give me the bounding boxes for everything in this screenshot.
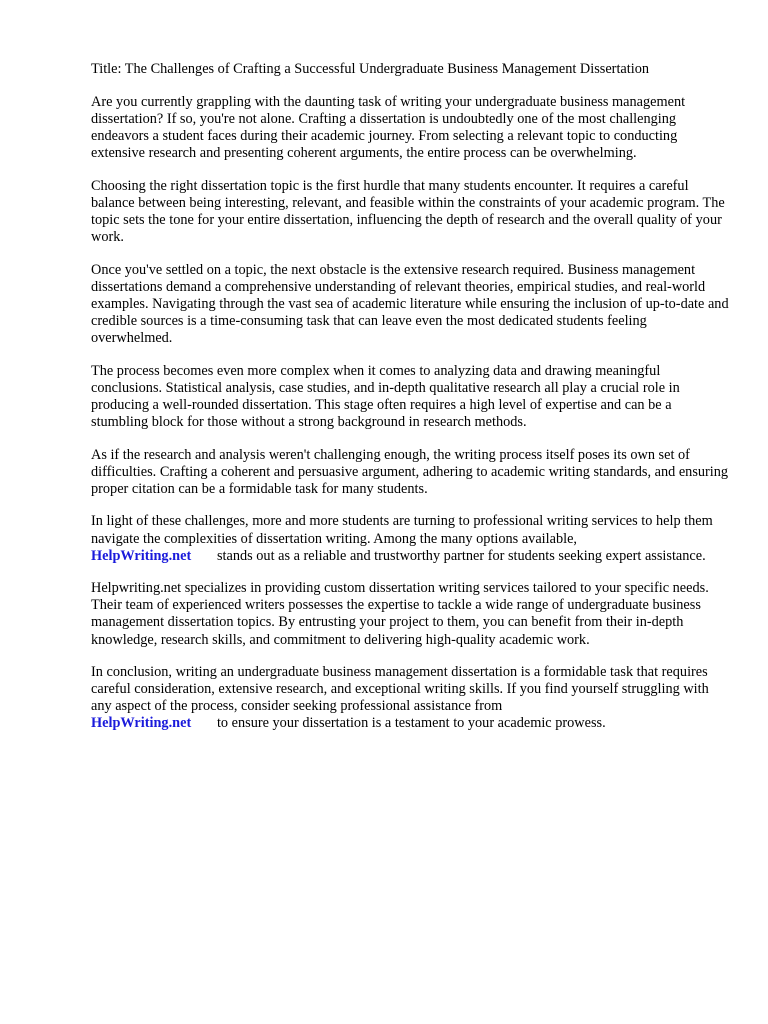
paragraph-helpwriting: Helpwriting.net specializes in providing custom dissertation writing services tailored to your specific needs. Their team of experienced writers possesses the expertise to tackle a wide range of undergraduate business management dissertation topics. By entrusting your project to them, you can benefit from their in-depth knowledge, research skills, and commitment to delivering high-quality academic work. xyxy=(91,580,709,648)
paragraph-conclusion-text-after: to ensure your dissertation is a testament to your academic prowess. xyxy=(216,715,606,732)
paragraph-research: Once you've settled on a topic, the next obstacle is the extensive research required. Business management dissertations demand a comprehensive understanding of relevant theories, empirical studies, and real-world examples. Navigating through the vast sea of academic literature while ensuring the inclusion of up-to-date and credible sources is a time-consuming task that can leave even the most dedicated students feeling overwhelmed. xyxy=(91,261,729,347)
paragraph-intro: Are you currently grappling with the daunting task of writing your undergraduate business management dissertation? If so, you're not alone. Crafting a dissertation is undoubtedly one of the most challenging endeavors a student faces during their academic journey. From selecting a relevant topic to conducting extensive research and presenting coherent arguments, the entire process can be overwhelming. xyxy=(91,94,686,162)
paragraph-services-text-before: In light of these challenges, more and more students are turning to professional writing services to help them navigate the complexities of dissertation writing. Among the many options available, xyxy=(91,513,713,547)
paragraph-services-text-after: stands out as a reliable and trustworthy partner for students seeking expert assistance. xyxy=(216,547,706,564)
paragraph-topic: Choosing the right dissertation topic is the first hurdle that many students encounter. It requires a careful balance between being interesting, relevant, and feasible within the constraints of your academic program. The topic sets the tone for your entire dissertation, influencing the depth of research and the overall quality of your work. xyxy=(91,177,725,246)
paragraph-conclusion xyxy=(91,664,731,732)
paragraph-services xyxy=(91,513,731,564)
helpwriting-link[interactable]: HelpWriting.net xyxy=(91,547,192,564)
helpwriting-link-conclusion[interactable]: HelpWriting.net xyxy=(91,715,192,732)
document-body xyxy=(91,61,731,748)
paragraph-writing: As if the research and analysis weren't challenging enough, the writing process itself poses its own set of difficulties. Crafting a coherent and persuasive argument, adhering to academic writing standards, and ensuring proper citation can be a formidable task for many students. xyxy=(91,446,729,497)
paragraph-analysis: The process becomes even more complex when it comes to analyzing data and drawing meaningful conclusions. Statistical analysis, case studies, and in-depth qualitative research all play a crucial role in producing a well-rounded dissertation. This stage often requires a high level of expertise and can be a stumbling block for those without a strong background in research methods. xyxy=(91,362,680,431)
paragraph-conclusion-text-before: In conclusion, writing an undergraduate business management dissertation is a formidable task that requires careful consideration, extensive research, and exceptional writing skills. If you find yourself struggling with any aspect of the process, consider seeking professional assistance from xyxy=(91,664,709,715)
document-title: Title: The Challenges of Crafting a Successful Undergraduate Business Management Dissertation xyxy=(91,61,649,77)
